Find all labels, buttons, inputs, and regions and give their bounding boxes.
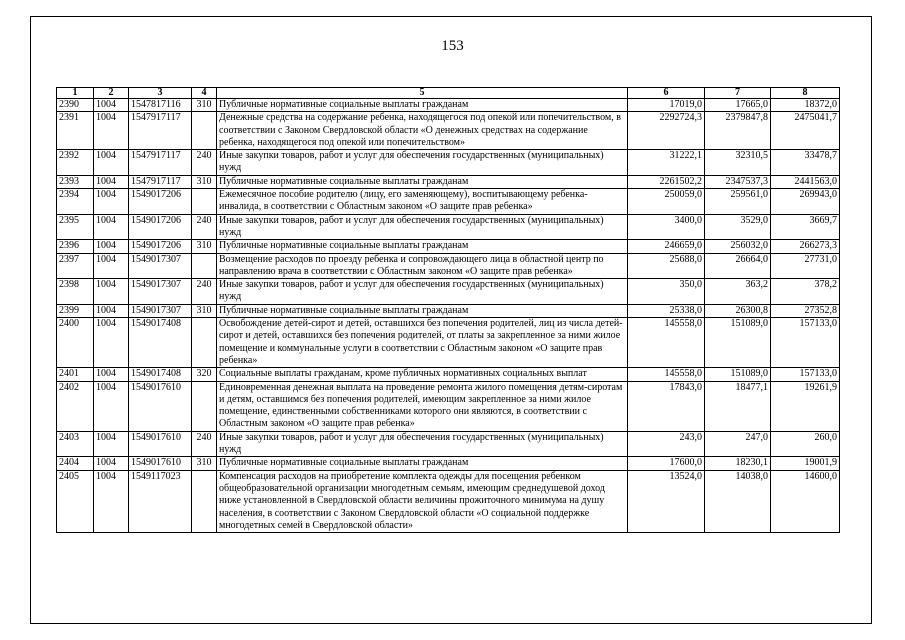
amount-col7-cell: 2379847,8 [705,112,771,150]
target-article-cell: 1549017610 [129,381,192,431]
table-row [57,381,840,431]
amount-col6-cell: 243,0 [628,431,705,457]
row-number-cell: 2394 [57,189,94,215]
amount-col6-cell: 17600,0 [628,457,705,470]
amount-col6-cell: 246659,0 [628,240,705,253]
amount-col7-cell: 32310,5 [705,150,771,176]
amount-col7-cell: 14038,0 [705,470,771,532]
section-code-cell: 1004 [94,431,129,457]
row-number-cell: 2396 [57,240,94,253]
target-article-cell: 1549017206 [129,189,192,215]
description-cell: Единовременная денежная выплата на проведение ремонта жилого помещения детям-сиротам и детям, оставшимся без попечения родителей, имеющим закрепленное за ними жилое помещение, единственными собственниками которого они являются, в соответствии с Областным законом «О защите прав ребенка» [217,381,628,431]
row-number-cell: 2405 [57,470,94,532]
amount-col6-cell: 250059,0 [628,189,705,215]
expense-type-cell: 310 [192,99,217,112]
amount-col8-cell: 18372,0 [771,99,840,112]
amount-col7-cell: 363,2 [705,279,771,305]
amount-col8-cell: 157133,0 [771,318,840,368]
section-code-cell: 1004 [94,150,129,176]
expense-type-cell: 310 [192,175,217,188]
amount-col6-cell: 350,0 [628,279,705,305]
amount-col8-cell: 260,0 [771,431,840,457]
description-cell: Возмещение расходов по проезду ребенка и сопровождающего лица в областной центр по направлению врача в соответствии с Областным законом «О защите прав ребенка» [217,253,628,279]
table-row [57,470,840,532]
description-cell: Компенсация расходов на приобретение комплекта одежды для посещения ребенком общеобразовательной организации многодетным семьям, имеющим среднедушевой доход ниже установленной в Свердловской области величины прожиточного минимума на душу населения, в соответствии с Законом Свердловской области «О социальной поддержке многодетных семей в Свердловской области» [217,470,628,532]
amount-col7-cell: 259561,0 [705,189,771,215]
description-cell: Публичные нормативные социальные выплаты гражданам [217,240,628,253]
table-row [57,150,840,176]
header-cell: 2 [94,88,129,99]
row-number-cell: 2404 [57,457,94,470]
target-article-cell: 1549017206 [129,240,192,253]
description-cell: Денежные средства на содержание ребенка, находящегося под опекой или попечительством, в соответствии с Законом Свердловской области «О денежных средствах на содержание ребенка, находящегося под опекой или попечительством» [217,112,628,150]
amount-col6-cell: 31222,1 [628,150,705,176]
section-code-cell: 1004 [94,381,129,431]
amount-col7-cell: 26664,0 [705,253,771,279]
row-number-cell: 2390 [57,99,94,112]
amount-col6-cell: 13524,0 [628,470,705,532]
amount-col6-cell: 145558,0 [628,368,705,381]
amount-col7-cell: 256032,0 [705,240,771,253]
expense-type-cell: 310 [192,304,217,317]
table-row [57,189,840,215]
expense-type-cell [192,470,217,532]
amount-col8-cell: 2475041,7 [771,112,840,150]
description-cell: Иные закупки товаров, работ и услуг для обеспечения государственных (муниципальных) нужд [217,214,628,240]
amount-col7-cell: 151089,0 [705,368,771,381]
expense-type-cell [192,381,217,431]
table-row [57,368,840,381]
description-cell: Публичные нормативные социальные выплаты гражданам [217,99,628,112]
target-article-cell: 1547817116 [129,99,192,112]
section-code-cell: 1004 [94,457,129,470]
amount-col8-cell: 378,2 [771,279,840,305]
expense-type-cell: 240 [192,150,217,176]
expense-type-cell: 240 [192,279,217,305]
amount-col8-cell: 2441563,0 [771,175,840,188]
table-row [57,279,840,305]
budget-table [56,87,840,533]
header-cell: 1 [57,88,94,99]
description-cell: Ежемесячное пособие родителю (лицу, его заменяющему), воспитывающему ребенка-инвалида, в соответствии с Областным законом «О защите прав ребенка» [217,189,628,215]
description-cell: Иные закупки товаров, работ и услуг для обеспечения государственных (муниципальных) нужд [217,150,628,176]
header-cell: 5 [217,88,628,99]
expense-type-cell [192,318,217,368]
description-cell: Иные закупки товаров, работ и услуг для обеспечения государственных (муниципальных) нужд [217,279,628,305]
row-number-cell: 2402 [57,381,94,431]
amount-col7-cell: 18477,1 [705,381,771,431]
header-cell: 8 [771,88,840,99]
target-article-cell: 1549017610 [129,431,192,457]
table-row [57,318,840,368]
amount-col8-cell: 266273,3 [771,240,840,253]
section-code-cell: 1004 [94,279,129,305]
expense-type-cell [192,112,217,150]
description-cell: Освобождение детей-сирот и детей, оставшихся без попечения родителей, лиц из числа детей-сирот и детей, оставшихся без попечения родителей, от платы за закрепленное за ними жилое помещение и коммунальные услуги в соответствии с Областным законом «О защите прав ребенка» [217,318,628,368]
row-number-cell: 2399 [57,304,94,317]
amount-col6-cell: 25688,0 [628,253,705,279]
section-code-cell: 1004 [94,214,129,240]
row-number-cell: 2398 [57,279,94,305]
row-number-cell: 2392 [57,150,94,176]
amount-col8-cell: 27352,8 [771,304,840,317]
amount-col8-cell: 27731,0 [771,253,840,279]
target-article-cell: 1549017206 [129,214,192,240]
target-article-cell: 1547917117 [129,112,192,150]
target-article-cell: 1549017408 [129,318,192,368]
target-article-cell: 1547917117 [129,150,192,176]
target-article-cell: 1549017610 [129,457,192,470]
row-number-cell: 2403 [57,431,94,457]
header-cell: 6 [628,88,705,99]
description-cell: Публичные нормативные социальные выплаты гражданам [217,304,628,317]
amount-col8-cell: 3669,7 [771,214,840,240]
amount-col6-cell: 25338,0 [628,304,705,317]
row-number-cell: 2393 [57,175,94,188]
amount-col8-cell: 19001,9 [771,457,840,470]
amount-col6-cell: 2261502,2 [628,175,705,188]
expense-type-cell: 320 [192,368,217,381]
expense-type-cell: 240 [192,431,217,457]
amount-col7-cell: 247,0 [705,431,771,457]
row-number-cell: 2397 [57,253,94,279]
description-cell: Публичные нормативные социальные выплаты гражданам [217,457,628,470]
amount-col8-cell: 157133,0 [771,368,840,381]
section-code-cell: 1004 [94,470,129,532]
amount-col8-cell: 14600,0 [771,470,840,532]
target-article-cell: 1549117023 [129,470,192,532]
table-row [57,253,840,279]
amount-col6-cell: 3400,0 [628,214,705,240]
section-code-cell: 1004 [94,175,129,188]
target-article-cell: 1549017307 [129,253,192,279]
amount-col6-cell: 145558,0 [628,318,705,368]
amount-col7-cell: 18230,1 [705,457,771,470]
amount-col7-cell: 151089,0 [705,318,771,368]
amount-col8-cell: 33478,7 [771,150,840,176]
row-number-cell: 2400 [57,318,94,368]
amount-col7-cell: 2347537,3 [705,175,771,188]
header-cell: 4 [192,88,217,99]
row-number-cell: 2391 [57,112,94,150]
expense-type-cell [192,253,217,279]
target-article-cell: 1549017408 [129,368,192,381]
page-number: 153 [441,38,464,54]
section-code-cell: 1004 [94,253,129,279]
table-row [57,431,840,457]
amount-col7-cell: 17665,0 [705,99,771,112]
expense-type-cell: 310 [192,240,217,253]
amount-col7-cell: 26300,8 [705,304,771,317]
amount-col8-cell: 19261,9 [771,381,840,431]
amount-col8-cell: 269943,0 [771,189,840,215]
table-row [57,240,840,253]
expense-type-cell: 310 [192,457,217,470]
row-number-cell: 2401 [57,368,94,381]
table-row [57,175,840,188]
header-cell: 3 [129,88,192,99]
amount-col6-cell: 17843,0 [628,381,705,431]
table-row [57,99,840,112]
header-row [57,88,840,99]
header-cell: 7 [705,88,771,99]
expense-type-cell [192,189,217,215]
table-row [57,112,840,150]
description-cell: Иные закупки товаров, работ и услуг для обеспечения государственных (муниципальных) нужд [217,431,628,457]
section-code-cell: 1004 [94,368,129,381]
description-cell: Социальные выплаты гражданам, кроме публичных нормативных социальных выплат [217,368,628,381]
amount-col6-cell: 2292724,3 [628,112,705,150]
target-article-cell: 1547917117 [129,175,192,188]
target-article-cell: 1549017307 [129,304,192,317]
section-code-cell: 1004 [94,112,129,150]
description-cell: Публичные нормативные социальные выплаты гражданам [217,175,628,188]
expense-type-cell: 240 [192,214,217,240]
table-row [57,457,840,470]
section-code-cell: 1004 [94,318,129,368]
row-number-cell: 2395 [57,214,94,240]
table-row [57,304,840,317]
amount-col6-cell: 17019,0 [628,99,705,112]
section-code-cell: 1004 [94,99,129,112]
target-article-cell: 1549017307 [129,279,192,305]
amount-col7-cell: 3529,0 [705,214,771,240]
table-row [57,214,840,240]
section-code-cell: 1004 [94,189,129,215]
section-code-cell: 1004 [94,304,129,317]
section-code-cell: 1004 [94,240,129,253]
